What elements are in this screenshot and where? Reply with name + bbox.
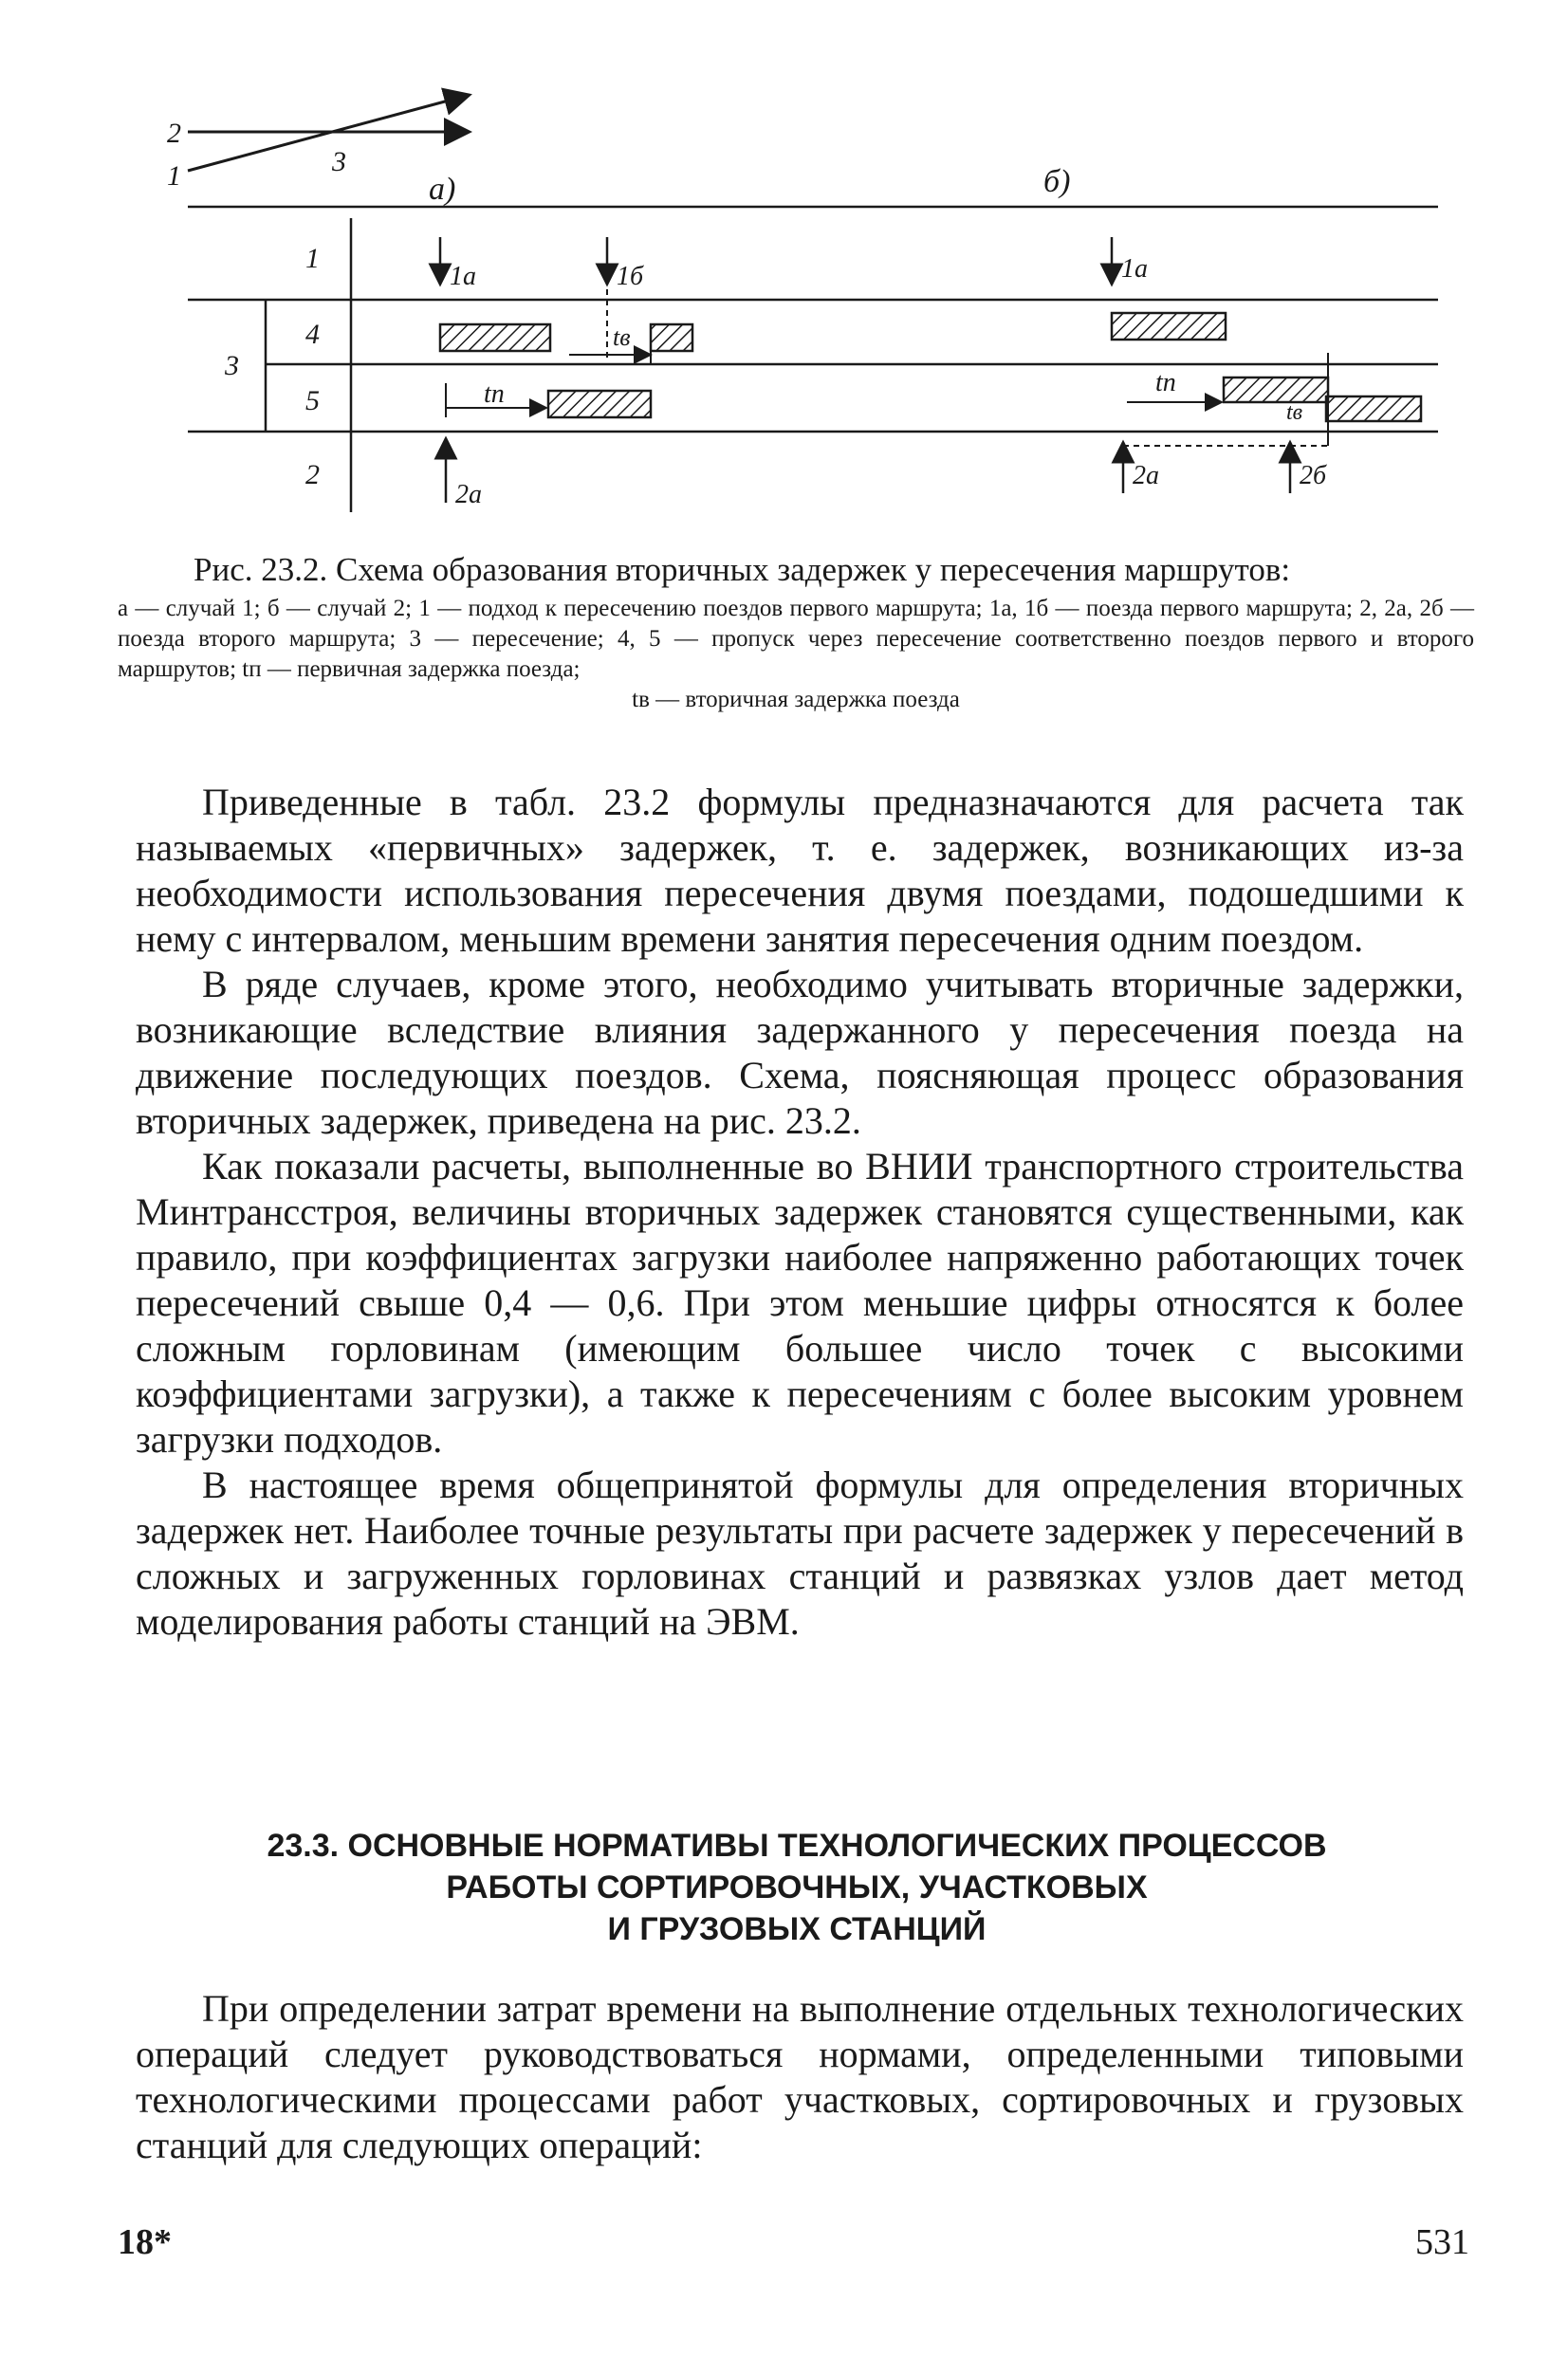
figure-caption-legend-line: а — случай 1; б — случай 2; 1 — подход к пересечению поездов первого маршрута; 1а, 1б — поезда первого маршрута; 2, 2а, 2б — поезда второго маршрута; 3 — пересечение; 4, 5 — пропуск через пересечение соответственно поездов первого и второго маршрутов; tп — первичная задержка поезда;: [118, 596, 1474, 682]
figure-caption-title: Рис. 23.2. Схема образования вторичных задержек у пересечения маршрутов:: [194, 551, 1291, 588]
row-1-label: 1: [305, 243, 320, 274]
row-4-label: 4: [305, 319, 320, 350]
b-occupancy-1a: [1112, 313, 1226, 340]
body-paragraph: При определении затрат времени на выполнение отдельных технологических операций следует руководствоваться нормами, определенными типовыми технологическими процессами работ участковых, сортировочных и грузовых станций для следующих операций:: [136, 1987, 1464, 2166]
crossing-delay-diagram: [0, 0, 1568, 541]
inset-route-2-label: 2: [167, 118, 181, 149]
diagram-grid: [188, 207, 1438, 512]
body-paragraph: В настоящее время общепринятой формулы для определения вторичных задержек нет. Наиболее точные результаты при расчете задержек у пересечений в сложных и загруженных горловинах станций и развязках узлов дает метод моделирования работы станций на ЭВМ.: [136, 1464, 1464, 1643]
a-occupancy-1b: [651, 324, 692, 351]
row-3-label: 3: [225, 350, 239, 381]
inset-crossing-label: 3: [332, 146, 346, 177]
case-a-label: а): [429, 172, 456, 207]
section-heading-line: И ГРУЗОВЫХ СТАНЦИЙ: [607, 1911, 987, 1947]
page-number: 531: [1415, 2222, 1469, 2262]
a-train-1a-label: 1а: [450, 262, 476, 291]
section-body-text: [136, 1986, 1464, 2168]
body-paragraph: В ряде случаев, кроме этого, необходимо учитывать вторичные задержки, возникающие вследствие влияния задержанного у пересечения поезда на движение последующих поездов. Схема, поясняющая процесс образования вторичных задержек, приведена на рис. 23.2.: [136, 963, 1464, 1142]
inset-route-1-label: 1: [167, 160, 181, 192]
case-a-diagram: [440, 237, 692, 509]
b-occupancy-2b: [1326, 396, 1421, 421]
a-primary-delay-label: tп: [484, 379, 505, 409]
signature-mark: 18*: [118, 2222, 172, 2262]
row-5-label: 5: [305, 385, 320, 416]
b-train-1a-label: 1а: [1121, 254, 1148, 284]
b-train-2a-label: 2а: [1133, 461, 1159, 490]
b-occupancy-2a: [1224, 377, 1328, 402]
route-crossing-inset: [167, 95, 470, 192]
body-paragraph: Как показали расчеты, выполненные во ВНИИ транспортного строительства Минтрансстроя, величины вторичных задержек становятся существенными, как правило, при коэффициентах загрузки наиболее напряженно работающих точек пересечений свыше 0,4 — 0,6. При этом меньшие цифры относятся к более сложным горловинам (имеющим большее число точек с высокими коэффициентами загрузки), а также к пересечениям с более высоким уровнем загрузки подходов.: [136, 1145, 1464, 1461]
a-occupancy-1a: [440, 324, 550, 351]
a-secondary-delay-label: tв: [613, 323, 631, 351]
body-text-block: [136, 780, 1464, 1645]
a-train-2a-label: 2а: [455, 480, 482, 509]
a-occupancy-2a: [548, 391, 651, 417]
figure-caption-legend: [118, 594, 1474, 715]
b-primary-delay-label: tп: [1155, 368, 1176, 397]
a-train-1b-label: 1б: [617, 262, 644, 291]
section-heading: [171, 1825, 1423, 1950]
section-heading-line: РАБОТЫ СОРТИРОВОЧНЫХ, УЧАСТКОВЫХ: [446, 1869, 1148, 1906]
case-b-label: б): [1043, 164, 1071, 199]
body-paragraph: Приведенные в табл. 23.2 формулы предназначаются для расчета так называемых «первичных» задержек, т. е. задержек, возникающих из-за необходимости использования пересечения двумя поездами, подошедшими к нему с интервалом, меньшим времени занятия пересечения одним поездом.: [136, 781, 1464, 960]
row-2-label: 2: [305, 459, 320, 490]
figure-caption-legend-line: tв — вторичная задержка поезда: [632, 687, 960, 712]
b-train-2b-label: 2б: [1300, 461, 1327, 490]
b-secondary-delay-label: tв: [1286, 400, 1303, 425]
section-heading-line: 23.3. ОСНОВНЫЕ НОРМАТИВЫ ТЕХНОЛОГИЧЕСКИХ ПРОЦЕССОВ: [267, 1828, 1327, 1864]
